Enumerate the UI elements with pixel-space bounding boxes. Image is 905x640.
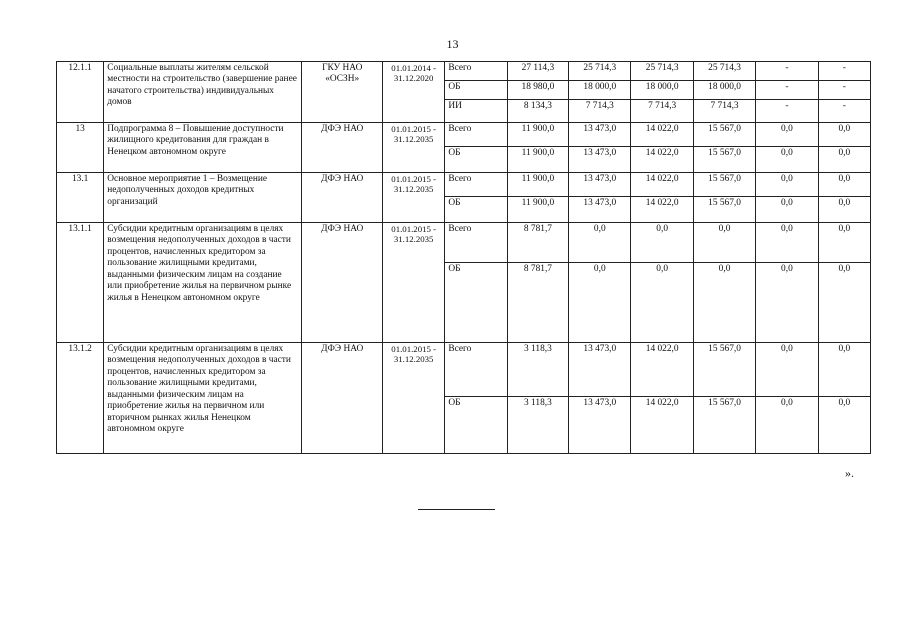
table-row [57,343,871,397]
item-period: 01.01.2015 - 31.12.2035 [382,123,444,173]
item-executor: ДФЭ НАО [302,223,382,343]
amount-cell: - [818,81,870,100]
amount-cell: 0,0 [569,223,631,263]
amount-cell: 18 980,0 [507,81,568,100]
item-number: 13 [57,123,104,173]
item-name: Подпрограмма 8 – Повышение доступности жилищного кредитования для граждан в Ненецком автономном округе [104,123,302,173]
amount-cell: 0,0 [756,263,818,343]
item-period: 01.01.2014 - 31.12.2020 [382,62,444,123]
funding-source: Всего [445,173,507,197]
separator-line [418,509,495,510]
amount-cell: 11 900,0 [507,147,568,173]
item-period: 01.01.2015 - 31.12.2035 [382,173,444,223]
amount-cell: 14 022,0 [631,197,693,223]
funding-source: ОБ [445,263,507,343]
item-number: 13.1.2 [57,343,104,454]
item-name: Субсидии кредитным организациям в целях возмещения недополученных доходов в части процентов, начисленных кредитором за пользование жилищными кредитами, выданными физическим лицам на создание или приобретение жилья на первичном рынке жилья в Ненецком автономном округе [104,223,302,343]
page-number: 13 [446,37,459,51]
amount-cell: 15 567,0 [693,123,755,147]
amount-cell: 15 567,0 [693,147,755,173]
amount-cell: 0,0 [756,343,818,397]
amount-cell: 0,0 [693,263,755,343]
amount-cell: 25 714,3 [693,62,755,81]
amount-cell: 0,0 [756,223,818,263]
amount-cell: 14 022,0 [631,123,693,147]
amount-cell: 0,0 [818,263,870,343]
amount-cell: 3 118,3 [507,397,568,454]
amount-cell: 0,0 [818,223,870,263]
item-number: 13.1.1 [57,223,104,343]
amount-cell: 14 022,0 [631,397,693,454]
funding-source: ОБ [445,147,507,173]
item-executor: ДФЭ НАО [302,173,382,223]
amount-cell: 0,0 [818,197,870,223]
funding-source: Всего [445,223,507,263]
amount-cell: 14 022,0 [631,147,693,173]
amount-cell: 13 473,0 [569,197,631,223]
item-executor: ДФЭ НАО [302,343,382,454]
amount-cell: 3 118,3 [507,343,568,397]
amount-cell: 0,0 [631,263,693,343]
amount-cell: 13 473,0 [569,123,631,147]
amount-cell: 7 714,3 [693,100,755,123]
budget-table [56,61,871,454]
funding-source: Всего [445,123,507,147]
budget-table-body [57,62,871,454]
funding-source: ОБ [445,197,507,223]
amount-cell: 0,0 [756,397,818,454]
table-row [57,173,871,197]
amount-cell: 13 473,0 [569,343,631,397]
amount-cell: - [756,100,818,123]
amount-cell: - [756,81,818,100]
amount-cell: 18 000,0 [569,81,631,100]
table-row [57,223,871,263]
amount-cell: 0,0 [756,147,818,173]
amount-cell: 0,0 [569,263,631,343]
amount-cell: 11 900,0 [507,123,568,147]
amount-cell: 14 022,0 [631,343,693,397]
amount-cell: 0,0 [631,223,693,263]
item-name: Социальные выплаты жителям сельской местности на строительство (завершение ранее начатого строительства) индивидуальных домов [104,62,302,123]
amount-cell: 0,0 [693,223,755,263]
amount-cell: 11 900,0 [507,197,568,223]
amount-cell: 7 714,3 [569,100,631,123]
amount-cell: 15 567,0 [693,173,755,197]
funding-source: Всего [445,62,507,81]
amount-cell: 18 000,0 [693,81,755,100]
amount-cell: 25 714,3 [569,62,631,81]
amount-cell: 0,0 [818,173,870,197]
amount-cell: 0,0 [818,343,870,397]
item-period: 01.01.2015 - 31.12.2035 [382,343,444,454]
amount-cell: - [756,62,818,81]
item-name: Основное мероприятие 1 – Возмещение недополученных доходов кредитных организаций [104,173,302,223]
amount-cell: 13 473,0 [569,147,631,173]
funding-source: ИИ [445,100,507,123]
amount-cell: 13 473,0 [569,173,631,197]
item-number: 13.1 [57,173,104,223]
item-period: 01.01.2015 - 31.12.2035 [382,223,444,343]
amount-cell: 15 567,0 [693,197,755,223]
amount-cell: 8 781,7 [507,223,568,263]
amount-cell: 25 714,3 [631,62,693,81]
amount-cell: 0,0 [818,147,870,173]
item-executor: ДФЭ НАО [302,123,382,173]
amount-cell: 0,0 [756,123,818,147]
amount-cell: 0,0 [756,173,818,197]
amount-cell: 7 714,3 [631,100,693,123]
amount-cell: - [818,100,870,123]
table-row [57,123,871,147]
amount-cell: 14 022,0 [631,173,693,197]
amount-cell: 18 000,0 [631,81,693,100]
item-name: Субсидии кредитным организациям в целях возмещения недополученных доходов в части процентов, начисленных кредитором за пользование жилищными кредитами, выданными физическим лицам на приобретение жилья на первичном или вторичном рынках жилья Ненецком автономном округе [104,343,302,454]
table-row [57,62,871,81]
item-executor: ГКУ НАО «ОСЗН» [302,62,382,123]
amount-cell: 8 781,7 [507,263,568,343]
funding-source: ОБ [445,397,507,454]
amount-cell: 0,0 [818,397,870,454]
closing-quote-mark: ». [845,466,854,480]
item-number: 12.1.1 [57,62,104,123]
amount-cell: 27 114,3 [507,62,568,81]
amount-cell: 11 900,0 [507,173,568,197]
amount-cell: 13 473,0 [569,397,631,454]
funding-source: ОБ [445,81,507,100]
amount-cell: 0,0 [818,123,870,147]
amount-cell: 8 134,3 [507,100,568,123]
amount-cell: 15 567,0 [693,397,755,454]
amount-cell: 0,0 [756,197,818,223]
amount-cell: 15 567,0 [693,343,755,397]
funding-source: Всего [445,343,507,397]
amount-cell: - [818,62,870,81]
